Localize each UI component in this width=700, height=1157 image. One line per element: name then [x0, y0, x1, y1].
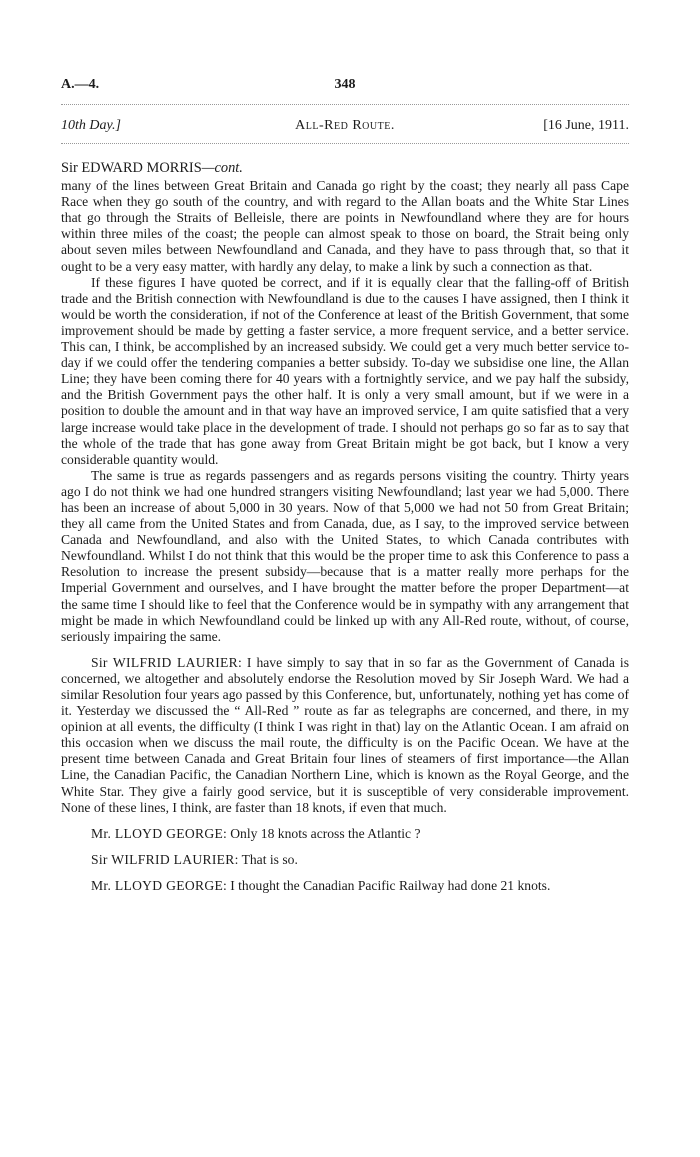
speech-text: : I have simply to say that in so far as the Government of Canada is concerned, we altogether and absolutely endorse the Resolution moved by Sir Joseph Ward. We had a similar Resolution four years ago passed by this Conference, but, unfortunately, nothing yet has come of it. Yesterday we discussed the “ All-Red ” route as far as telegraphs are concerned, and there, in my opinion at all events, the difficulty (I think I was right in that) lay on the Atlantic Ocean. I am afraid on this occasion when we discuss the mail route, the difficulty is on the Pacific Ocean. We have at the present time between Canada and Great Britain four lines of steamers of first importance—the Allan Line, the Canadian Pacific, the Canadian Northern Line, which is known as the Royal George, and the White Star. They give a fairly good service, but it is susceptible of very considerable improvement. None of these lines, I think, are faster than 18 knots, if even that much.: [61, 654, 630, 815]
header-rule-top: [61, 104, 629, 105]
top-line: [61, 77, 629, 97]
speech-text: : Only 18 knots across the Atlantic ?: [223, 825, 421, 841]
continued-speaker-heading: [61, 160, 629, 176]
page-number: 348: [334, 77, 356, 92]
running-head: [61, 118, 629, 138]
paragraph: If these figures I have quoted be correct, and if it is equally clear that the falling-off of British trade and the British connection with Newfoundland is due to the causes I have assigned, then I think it would be worth the consideration, if not of the Conference at least of the British Government, that some improvement should be made by getting a faster service, a more frequent service, and a better service. This can, I think, be accomplished by an increased subsidy. We could get a very much better service to-day if we could offer the tendering companies a better subsidy. To-day we subsidise one line, the Allan Line; they have been coming there for 40 years with a fortnightly service, and we pay half the subsidy, and the British Government pays the other half. It is only a very small amount, but if we were in a position to double the amount and in that way have an improved service, I am quite satisfied that a very large increase would take place in the development of trade. I should not perhaps go so far as to say that the whole of the trade that has gone away from Great Britain might be got back, but I know a very considerable quantity would.: [61, 274, 629, 467]
header-rule-bottom: [61, 143, 629, 144]
speech-text: : I thought the Canadian Pacific Railway had done 21 knots.: [223, 877, 551, 893]
speaker-name: Mr. LLOYD GEORGE: [91, 825, 224, 841]
document-code: A.—4.: [61, 77, 100, 92]
paragraph: many of the lines between Great Britain and Canada go right by the coast; they nearly all pass Cape Race when they go south of the country, and with regard to the Allan boats and the White Star Lines that go through the Straits of Belleisle, there are points in Newfoundland where they are for hours within three miles of the coast; the people can almost speak to those on board, the Strait being only about seven miles between Newfoundland and Canada, and they have to pass through that, so that it ought to be a very easy matter, with hardly any delay, to make a link by such a connection as that.: [61, 178, 629, 274]
speech: [61, 655, 629, 816]
continued-suffix: —cont.: [201, 160, 243, 176]
speaker-name: Sir WILFRID LAURIER: [91, 851, 235, 867]
paragraph: The same is true as regards passengers and as regards persons visiting the country. Thirty years ago I do not think we had one hundred strangers visiting Newfoundland; last year we had 5,000. There has been an increase of about 5,000 in 30 years. Now of that 5,000 we had not 50 from Great Britain; they all came from the United States and from Canada, due, as I say, to the improved service between Canada and Newfoundland, and also with the United States, to which Canada contributes with Newfoundland. Whilst I do not think that this would be the proper time to ask this Conference to pass a Resolution to increase the present subsidy—because that is a matter really more perhaps for the Imperial Government and ourselves, and I have brought the matter before the proper Department—at the same time I should like to feel that the Conference would be in sympathy with any arrangement that might be made in which Newfoundland could be linked up with any All-Red route, without, of course, seriously impairing the same.: [61, 467, 629, 644]
continued-speaker-name: Sir EDWARD MORRIS: [61, 160, 202, 176]
running-title: All-Red Route.: [295, 118, 395, 133]
speech: [61, 852, 629, 868]
speech: [61, 878, 629, 894]
speech: [61, 826, 629, 842]
date-label: [16 June, 1911.: [543, 118, 629, 133]
speaker-name: Sir WILFRID LAURIER: [91, 654, 239, 670]
speaker-name: Mr. LLOYD GEORGE: [91, 877, 224, 893]
day-label: 10th Day.]: [61, 118, 121, 133]
document-body: [61, 160, 629, 894]
speech-text: : That is so.: [234, 851, 298, 867]
